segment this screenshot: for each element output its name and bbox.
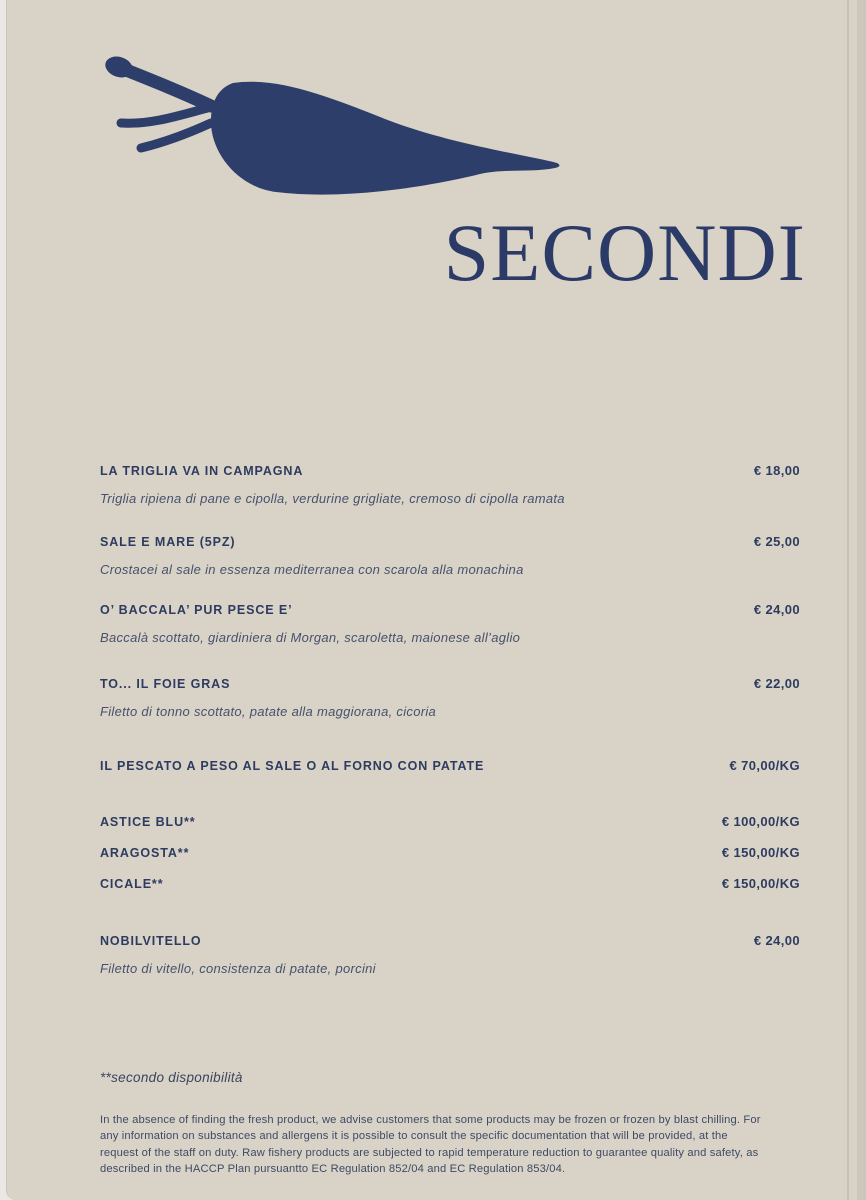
menu-list <box>100 462 800 978</box>
menu-item <box>100 601 800 647</box>
menu-item <box>100 675 800 721</box>
page-edge-strip <box>857 0 866 1200</box>
menu-page <box>6 0 866 1200</box>
dish-description: Filetto di tonno scottato, patate alla maggiorana, cicoria <box>100 704 437 719</box>
dish-row <box>100 932 800 950</box>
dish-name: TO... IL FOIE GRAS <box>100 677 231 691</box>
dish-row <box>100 462 800 480</box>
dish-name: SALE E MARE (5PZ) <box>100 535 236 549</box>
dish-row <box>100 601 800 619</box>
menu-item <box>100 533 800 579</box>
dish-description: Filetto di vitello, consistenza di patate, porcini <box>100 961 376 976</box>
dish-row <box>100 844 800 862</box>
dish-name: CICALE** <box>100 877 164 891</box>
dish-name: ARAGOSTA** <box>100 846 190 860</box>
allergen-disclaimer: In the absence of finding the fresh product, we advise customers that some products may be frozen or frozen by blast chilling. For any information on substances and allergens it is possible to consult the specific documentation that will be provided, at the request of the staff on duty. Raw fishery products are subjected to rapid temperature reduction to guarantee quality and safety, as described in the HACCP Plan pursuantto EC Regulation 852/04 and EC Regulation 853/04. <box>100 1114 761 1175</box>
dish-row <box>100 813 800 831</box>
dish-name: LA TRIGLIA VA IN CAMPAGNA <box>100 464 304 478</box>
dish-price: € 150,00/KG <box>721 876 800 891</box>
dish-row <box>100 533 800 551</box>
menu-item <box>100 932 800 978</box>
dish-name: O’ BACCALA’ PUR PESCE E’ <box>100 603 293 617</box>
dish-price: € 25,00 <box>753 534 800 549</box>
dish-price: € 22,00 <box>753 676 800 691</box>
dish-name: ASTICE BLU** <box>100 815 196 829</box>
chili-pepper-logo <box>81 30 631 230</box>
page-title: SECONDI <box>443 207 806 298</box>
dish-name: NOBILVITELLO <box>100 934 202 948</box>
dish-row <box>100 757 800 775</box>
menu-item <box>100 875 800 893</box>
dish-row <box>100 875 800 893</box>
dish-price: € 150,00/KG <box>721 845 800 860</box>
availability-note: **secondo disponibilità <box>100 1070 243 1085</box>
dish-price: € 70,00/KG <box>729 758 800 773</box>
dish-description: Triglia ripiena di pane e cipolla, verdurine grigliate, cremoso di cipolla ramata <box>100 491 565 506</box>
menu-item <box>100 813 800 831</box>
dish-description: Baccalà scottato, giardiniera di Morgan, scaroletta, maionese all’aglio <box>100 630 521 645</box>
menu-item <box>100 757 800 775</box>
menu-item <box>100 462 800 508</box>
dish-description: Crostacei al sale in essenza mediterranea con scarola alla monachina <box>100 562 524 577</box>
menu-item <box>100 844 800 862</box>
dish-price: € 24,00 <box>753 933 800 948</box>
page-edge-seam <box>847 0 849 1200</box>
dish-price: € 100,00/KG <box>721 814 800 829</box>
dish-name: IL PESCATO A PESO AL SALE O AL FORNO CON PATATE <box>100 759 485 773</box>
dish-price: € 18,00 <box>753 463 800 478</box>
dish-price: € 24,00 <box>753 602 800 617</box>
dish-row <box>100 675 800 693</box>
